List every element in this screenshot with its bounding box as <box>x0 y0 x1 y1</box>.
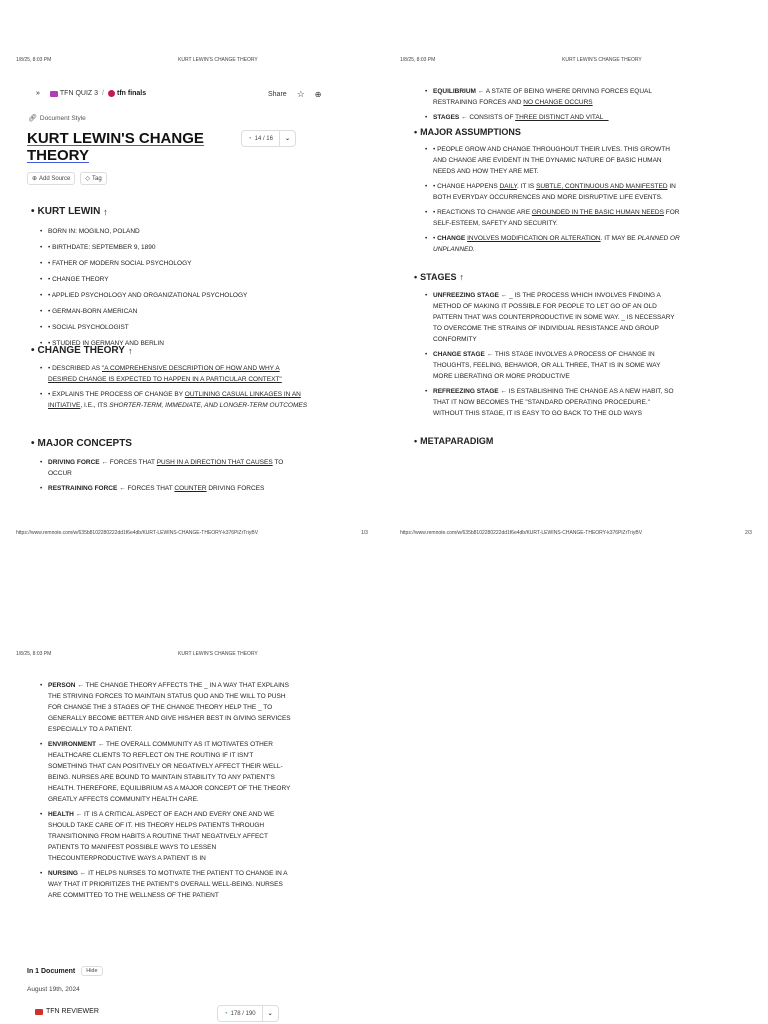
list-item: • • GERMAN-BORN AMERICAN <box>40 304 330 319</box>
expand-sidebar-icon[interactable]: » <box>36 90 40 97</box>
list-item: • UNFREEZING STAGE ← _ IS THE PROCESS WHICH INVOLVES FINDING A METHOD OF MAKING IT POSSIBLE FOR PEOPLE TO LET GO OF AN OLD PATTERN THAT WAS COUNTERPRODUCTIVE IN SOME WAY. _ IS NECESSARY TO OVERCOME THE STRAINS OF INDIVIDUAL RESISTANCE AND GROUP CONFORMITY <box>425 290 681 345</box>
list-item: • • PEOPLE GROW AND CHANGE THROUGHOUT THEIR LIVES. THIS GROWTH AND CHANGE ARE EVIDENT IN THE DYNAMIC NATURE OF BASIC HUMAN NEEDS AND HOW THEY ARE MET. <box>425 144 681 177</box>
print-date: 1/8/25, 8:03 PM <box>400 57 436 63</box>
list-item: • STAGES ← CONSISTS OF THREE DISTINCT AND VITAL _ <box>425 112 681 123</box>
list-item: • REFREEZING STAGE ← IS ESTABLISHING THE CHANGE AS A NEW HABIT, SO THAT IT NOW BECOMES THE "STANDARD OPERATING PROCEDURE." WITHOUT THIS STAGE, IT IS EASY TO GO BACK TO THE OLD WAYS <box>425 386 681 419</box>
breadcrumb-item[interactable]: tfn finals <box>116 90 147 97</box>
add-source-button[interactable] <box>27 172 75 185</box>
list-item: • EQUILIBRIUM ← A STATE OF BEING WHERE DRIVING FORCES EQUAL RESTRAINING FORCES AND NO CHANGE OCCURS <box>425 86 681 108</box>
arrow-up-icon: ↑ <box>459 272 464 282</box>
breadcrumb-item[interactable]: TFN QUIZ 3 <box>59 90 99 97</box>
breadcrumb <box>36 90 146 97</box>
heading-metaparadigm: • METAPARADIGM <box>414 436 494 446</box>
flashcard-icon: ◔ <box>248 135 252 142</box>
kurt-lewin-list <box>40 224 330 352</box>
arrow-up-icon: ↑ <box>103 206 108 217</box>
reference-date: August 19th, 2024 <box>27 986 80 993</box>
stages-list <box>425 290 681 423</box>
list-item: • • STUDIED IN GERMANY AND BERLIN <box>40 336 330 351</box>
print-url: https://www.remnote.com/w/635b8102280222dd1f6e4db/KURT-LEWINS-CHANGE-THEORY-k376PiZrTriyBV <box>400 530 643 536</box>
hide-button[interactable]: Hide <box>81 966 102 976</box>
list-item: • NURSING ← IT HELPS NURSES TO MOTIVATE THE PATIENT TO CHANGE IN A WAY THAT IT PRIORITIZES THE PATIENT'S OVERALL WELL-BEING. NURSES ARE COMMITTED TO THE WELLNESS OF THE PATIENT <box>40 868 292 901</box>
plus-icon: ⊕ <box>32 176 38 182</box>
heading-text: METAPARADIGM <box>420 436 494 446</box>
tag-label: Tag <box>92 175 102 182</box>
references-label: In 1 Document <box>27 967 76 975</box>
change-theory-list <box>40 363 308 415</box>
breadcrumb-separator: / <box>102 90 104 97</box>
list-item: • • CHANGE THEORY <box>40 272 330 287</box>
folder-icon <box>50 91 58 97</box>
page-title-line: THEORY <box>27 147 89 164</box>
heading-kurt-lewin: • KURT LEWIN ↑ <box>31 206 108 217</box>
print-title: KURT LEWIN'S CHANGE THEORY <box>178 57 258 63</box>
reference-document-label: TFN REVIEWER <box>46 1008 99 1015</box>
list-item: • CHANGE STAGE ← THIS STAGE INVOLVES A PROCESS OF CHANGE IN THOUGHTS, FEELING, BEHAVIOR, OR ALL THREE, THAT IS IN SOME WAY MORE LIBERATING OR MORE PRODUCTIVE <box>425 349 681 382</box>
document-style-label: Document Style <box>39 114 86 122</box>
list-item: • • CHANGE HAPPENS DAILY. IT IS SUBTLE, CONTINUOUS AND MANIFESTED IN BOTH EVERYDAY OCCURRENCES AND MORE DISRUPTIVE LIFE EVENTS. <box>425 181 681 203</box>
list-item: • • FATHER OF MODERN SOCIAL PSYCHOLOGY <box>40 256 330 271</box>
print-url: https://www.remnote.com/w/635b8102280222dd1f6e4db/KURT-LEWINS-CHANGE-THEORY-k376PiZrTriyBV <box>16 530 259 536</box>
add-source-label: Add Source <box>39 175 71 182</box>
references-row <box>27 966 103 976</box>
major-concepts-list-cont <box>425 86 681 127</box>
reference-document[interactable] <box>35 1008 99 1015</box>
major-concepts-list <box>40 457 290 498</box>
print-title: KURT LEWIN'S CHANGE THEORY <box>178 651 258 657</box>
list-item: • PERSON ← THE CHANGE THEORY AFFECTS THE _ IN A WAY THAT EXPLAINS THE STRIVING FORCES TO MAINTAIN STATUS QUO AND THE WILL TO PUSH FOR CHANGE THE 3 STAGES OF THE CHANGE THEORY HELP THE _ TO GENERALLY BECOME BETTER AND GIVE HIS/HER BEST IN GIVING SERVICES ESPECIALLY TO A PATIENT. <box>40 680 292 735</box>
counter-value: 14 / 16 <box>254 135 273 142</box>
print-title: KURT LEWIN'S CHANGE THEORY <box>562 57 642 63</box>
print-date: 1/8/25, 8:03 PM <box>16 651 52 657</box>
metaparadigm-list <box>40 680 292 905</box>
list-item: • • EXPLAINS THE PROCESS OF CHANGE BY OUTLINING CASUAL LINKAGES IN AN INITIATIVE, I.E., ITS SHORTER-TERM, IMMEDIATE, AND LONGER-TERM OUTCOMES <box>40 389 308 411</box>
reference-counter[interactable] <box>217 1005 279 1022</box>
document-icon <box>108 90 115 97</box>
list-item: • • DESCRIBED AS "A COMPREHENSIVE DESCRIPTION OF HOW AND WHY A DESIRED CHANGE IS EXPECTED TO HAPPEN IN A PARTICULAR CONTEXT" <box>40 363 308 385</box>
heading-major-concepts: • MAJOR CONCEPTS <box>31 438 132 449</box>
document-style[interactable] <box>28 114 86 122</box>
heading-text: MAJOR CONCEPTS <box>37 438 132 449</box>
list-item: • • CHANGE INVOLVES MODIFICATION OR ALTERATION. IT MAY BE PLANNED OR UNPLANNED. <box>425 233 681 255</box>
tag-button[interactable] <box>80 172 106 185</box>
list-item: • • BIRTHDATE: SEPTEMBER 9, 1890 <box>40 240 330 255</box>
list-item: • HEALTH ← IT IS A CRITICAL ASPECT OF EACH AND EVERY ONE AND WE SHOULD TAKE CARE OF IT. HIS THEORY HELPS PATIENTS THROUGH TRANSITIONING FROM HABITS A ROUTINE THAT NEGATIVELY AFFECT PATIENTS TO MANIFEST POSSIBLE WAYS TO LESSEN THECOUNTERPRODUCTIVE WAYS A PATIENT IS IN <box>40 809 292 864</box>
chevron-down-icon[interactable]: ⌄ <box>284 136 291 142</box>
heading-text: KURT LEWIN <box>37 206 101 217</box>
list-item: • • REACTIONS TO CHANGE ARE GROUNDED IN THE BASIC HUMAN NEEDS FOR SELF-ESTEEM, SAFETY AND SECURITY. <box>425 207 681 229</box>
share-button[interactable]: Share <box>268 91 287 98</box>
rem-counter[interactable] <box>241 130 296 147</box>
heading-change-theory: • CHANGE THEORY ↑ <box>31 345 133 356</box>
heading-text: CHANGE THEORY <box>37 345 125 356</box>
arrow-up-icon: ↑ <box>127 345 133 356</box>
list-item: • • SOCIAL PSYCHOLOGIST <box>40 320 330 335</box>
page-title-line: KURT LEWIN'S CHANGE <box>27 130 204 147</box>
assumptions-list <box>425 144 681 259</box>
list-item: • ENVIRONMENT ← THE OVERALL COMMUNITY AS IT MOTIVATES OTHER HEALTHCARE CLIENTS TO REFLECT ON THE ROUTING IF IT ISN'T SOMETHING THAT CAN POSITIVELY OR NEGATIVELY AFFECT THEIR WELL-BEING. NURSES ARE BOUND TO MAINTAIN STABILITY TO ANY PATIENT'S HEALTH. THEREFORE, EQUILIBRIUM AS A MAJOR CONCEPT OF THE THEORY GREATLY AFFECTS COMMUNITY HEALTH CARE. <box>40 739 292 805</box>
page-title <box>27 130 237 164</box>
list-item: • RESTRAINING FORCE ← FORCES THAT COUNTER DRIVING FORCES <box>40 483 290 494</box>
chevron-down-icon[interactable]: ⌄ <box>267 1011 273 1017</box>
print-date: 1/8/25, 8:03 PM <box>16 57 52 63</box>
link-icon: 🔗︎ <box>28 115 37 122</box>
tag-icon: ◇ <box>85 176 91 182</box>
list-item: • BORN IN: MOGILNO, POLAND <box>40 224 330 239</box>
heading-major-assumptions: • MAJOR ASSUMPTIONS <box>414 127 521 137</box>
list-item: • • APPLIED PSYCHOLOGY AND ORGANIZATIONAL PSYCHOLOGY <box>40 288 330 303</box>
print-page-number: 2/3 <box>745 530 752 536</box>
flashcard-icon: ◔ <box>224 1010 228 1017</box>
folder-icon <box>35 1009 43 1015</box>
heading-stages: • STAGES ↑ <box>414 272 464 282</box>
more-icon[interactable]: ⊕ <box>314 90 322 99</box>
star-icon[interactable]: ☆ <box>296 89 305 99</box>
counter-value: 178 / 190 <box>230 1010 256 1017</box>
print-page-number: 1/3 <box>361 530 368 536</box>
heading-text: MAJOR ASSUMPTIONS <box>420 127 521 137</box>
heading-text: STAGES <box>420 272 457 282</box>
list-item: • DRIVING FORCE ← FORCES THAT PUSH IN A DIRECTION THAT CAUSES TO OCCUR <box>40 457 290 479</box>
